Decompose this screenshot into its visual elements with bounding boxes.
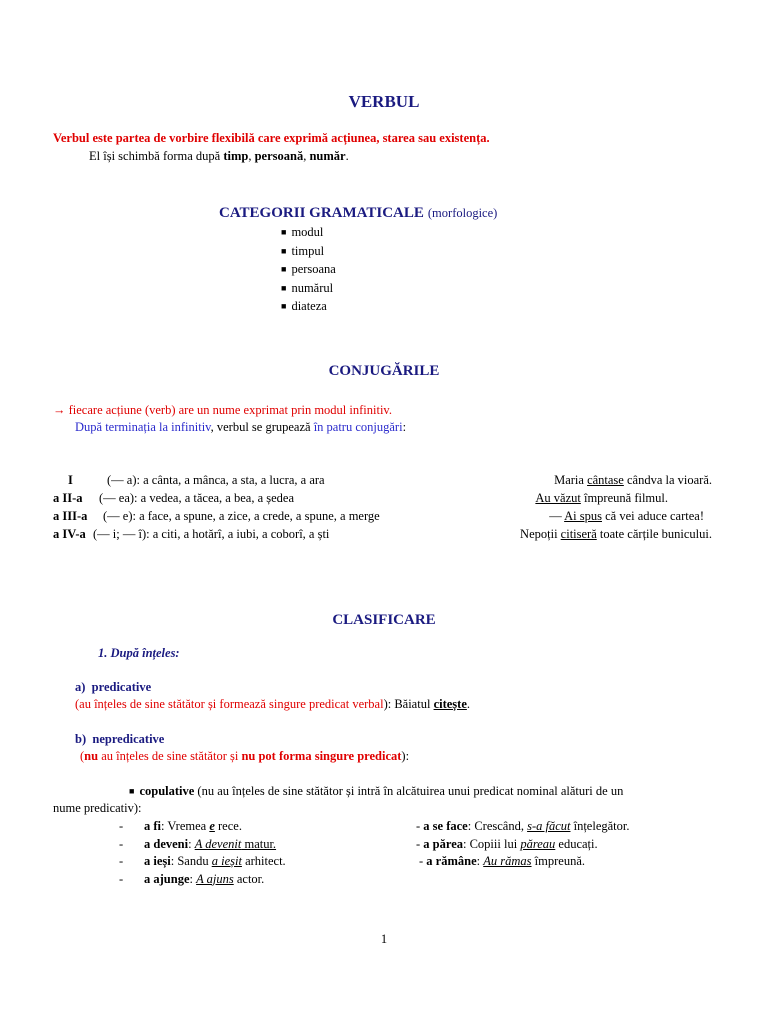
example-sentence: — Ai spus că vei aduce cartea!: [549, 509, 704, 523]
definition-text: Verbul este partea de vorbire flexibilă care exprimă acțiunea, starea sau existența.: [53, 131, 490, 145]
conjugations-heading: CONJUGĂRILE: [328, 363, 440, 379]
conjugations-grouping: După terminația la infinitiv, verbul se grupează în patru conjugări:: [75, 420, 407, 434]
conjugation-row-3: a III-a (— e): a face, a spune, a zice, a crede, a spune, a merge: [53, 509, 380, 523]
predicative-desc: (au înțeles de sine stătător și formează singure predicat verbal): Băiatul citește.: [75, 697, 470, 711]
classification-heading: CLASIFICARE: [332, 612, 436, 628]
example-sentence: Nepoții citiseră toate cărțile bunicului.: [520, 527, 712, 541]
classification-subheading: 1. După înțeles:: [98, 646, 180, 660]
predicative-heading: a) predicative: [75, 680, 152, 694]
list-item: ■ modul: [281, 224, 336, 243]
copulative-desc: ■ copulative (nu au înțeles de sine stătător și intră în alcătuirea unui predicat nominal alături de un: [129, 784, 623, 799]
list-item: - a ieși: Sandu a ieșit arhitect.: [119, 854, 286, 868]
list-item: ■ numărul: [281, 280, 336, 299]
list-item: - a părea: Copiii lui păreau educați.: [416, 836, 598, 851]
page-title: VERBUL: [348, 92, 420, 111]
form-change-text: El își schimbă forma după timp, persoană, număr.: [89, 149, 349, 163]
copulative-list-right: [416, 818, 630, 871]
example-sentence: Au văzut împreună filmul.: [535, 491, 668, 505]
nonpredicative-desc: (nu au înțeles de sine stătător și nu pot forma singure predicat):: [80, 749, 410, 763]
list-item: - a deveni: A devenit matur.: [119, 836, 277, 851]
list-item: - a se face: Crescând, s-a făcut înțelegător.: [416, 819, 630, 833]
example-sentence: Maria cântase cândva la vioară.: [554, 473, 712, 487]
list-item: - a ajunge: A ajuns actor.: [119, 871, 265, 886]
copulative-desc-cont: nume predicativ):: [53, 801, 142, 815]
copulative-list-left: [119, 818, 286, 888]
list-item: - a rămâne: Au rămas împreună.: [419, 854, 585, 868]
categories-list: [281, 224, 336, 317]
conjugations-intro: → fiecare acțiune (verb) are un nume exprimat prin modul infinitiv.: [53, 403, 392, 417]
list-item: - a fi: Vremea e rece.: [119, 819, 242, 833]
conjugation-row-4: a IV-a (— i; — î): a citi, a hotărî, a iubi, a coborî, a ști: [53, 527, 330, 541]
page-number: 1: [380, 932, 388, 946]
list-item: ■ persoana: [281, 261, 336, 280]
conjugation-row-2: a II-a (— ea): a vedea, a tăcea, a bea, a ședea: [53, 491, 295, 505]
conjugation-examples: [480, 471, 712, 543]
categories-heading: CATEGORII GRAMATICALE (morfologice): [219, 205, 498, 221]
nonpredicative-heading: b) nepredicative: [75, 732, 165, 746]
conjugation-rows: [53, 471, 380, 543]
list-item: ■ timpul: [281, 243, 336, 262]
list-item: ■ diateza: [281, 298, 336, 317]
conjugation-row-1: I (— a): a cânta, a mânca, a sta, a lucra, a ara: [68, 473, 325, 487]
